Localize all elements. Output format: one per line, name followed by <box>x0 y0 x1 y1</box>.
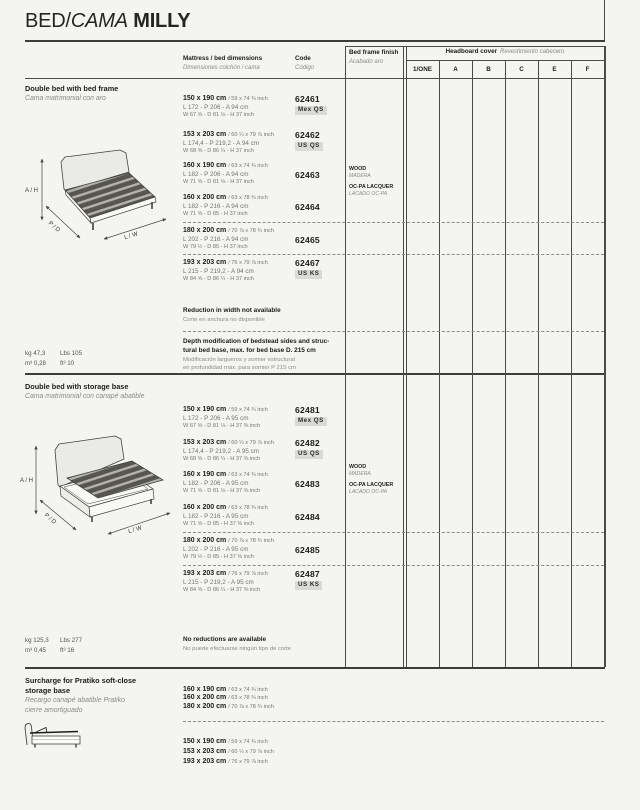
market-badge: US KS <box>295 270 322 279</box>
size-inch: / 70 ⅞ x 78 ¾ inch <box>228 538 274 544</box>
title-product-name: MILLY <box>133 10 191 32</box>
market-badge: US KS <box>295 581 322 590</box>
height-label: A / H <box>25 188 39 194</box>
storage-bed-side-illustration <box>20 718 92 754</box>
size-inch: / 63 x 78 ¾ inch <box>228 195 268 201</box>
frame-dims-inch: W 79 ½ - D 85 - H 37 ⅜ inch <box>183 553 254 560</box>
size-inch: / 59 x 74 ¾ inch <box>228 407 268 413</box>
frame-dims-inch: W 67 ⅝ - D 81 ⅛ - H 37 inch <box>183 111 254 118</box>
size-inch: / 63 x 78 ¾ inch <box>228 505 268 511</box>
headboard-col-a: A <box>453 66 458 73</box>
grid-line <box>403 46 404 667</box>
finish-wood-en: WOOD <box>349 166 367 172</box>
size-inch: / 63 x 74 ¾ inch <box>228 163 268 169</box>
dimension-row <box>183 471 268 494</box>
frame-dims-cm: L 182 - P 216 - A 95 cm <box>183 512 249 520</box>
reduction-note-es: Corte en anchura no disponible <box>183 316 265 323</box>
product-code: 62461 <box>295 94 320 104</box>
frame-dims-inch: W 84 ⅝ - D 86 ¼ - H 37 inch <box>183 275 254 282</box>
size-inch: / 76 x 79 ⅞ inch <box>228 758 268 765</box>
frame-dims-cm: L 172 - P 206 - A 94 cm <box>183 103 249 111</box>
surcharge-size-row <box>183 748 274 756</box>
size-inch: / 63 x 78 ¾ inch <box>228 695 268 701</box>
size-cm: 180 x 200 cm <box>183 702 227 710</box>
height-label: A / H <box>20 478 34 484</box>
size-cm: 150 x 190 cm <box>183 737 227 745</box>
header-code-en: Code <box>295 55 311 62</box>
size-cm: 193 x 203 cm <box>183 259 227 266</box>
surcharge-size-row <box>183 694 268 702</box>
dimension-row <box>183 162 268 185</box>
frame-dims-inch: W 79 ½ - D 85 - H 37 inch <box>183 243 248 250</box>
size-cm: 153 x 203 cm <box>183 439 227 446</box>
size-cm: 193 x 203 cm <box>183 757 227 765</box>
depth-note-es-line1: Modificación largueros y somier estructural <box>183 356 295 363</box>
frame-dims-inch: W 71 ⅝ - D 81 ⅛ - H 37 inch <box>183 178 254 185</box>
dashed-divider <box>183 721 604 722</box>
dashed-divider <box>183 532 604 533</box>
grid-line <box>345 46 605 47</box>
product-code: 62482 <box>295 438 320 448</box>
size-cm: 180 x 200 cm <box>183 537 227 544</box>
depth-note-es-line2: en profundidad máx. para somier P 215 cm <box>183 365 296 371</box>
frame-dims-inch: W 71 ⅝ - D 81 ⅛ - H 37 ⅜ inch <box>183 487 261 494</box>
product-code: 62463 <box>295 170 320 180</box>
frame-dims-cm: L 174,4 - P 219,2 - A 94 cm <box>183 139 259 147</box>
header-dimensions-es: Dimensiones colchón / cama <box>183 65 260 71</box>
dashed-divider <box>183 222 604 223</box>
header-finish-en: Bed frame finish <box>349 49 399 56</box>
market-badge: Mex QS <box>295 417 327 426</box>
dimension-row <box>183 537 274 560</box>
headboard-col-e: E <box>552 66 557 73</box>
grid-line <box>345 46 346 667</box>
volume-m3: m³ 0,28 <box>25 360 46 367</box>
size-inch: / 63 x 74 ¾ inch <box>228 472 268 478</box>
product-code: 62484 <box>295 512 320 522</box>
surcharge-title-es-line1: Recargo canapé abatible Pratiko <box>25 697 125 704</box>
surcharge-title-en-line1: Surcharge for Pratiko soft-close <box>25 676 137 685</box>
finish-lacquer-es: LACADO OC-PA <box>349 191 388 198</box>
size-inch: / 63 x 74 ¾ inch <box>228 686 268 693</box>
finish-lacquer-en: OC-PA LACQUER <box>349 184 394 191</box>
surcharge-size-row <box>183 703 274 711</box>
section2-title-es: Cama matrimonial con canapé abatible <box>25 392 145 400</box>
frame-dims-cm: L 202 - P 216 - A 95 cm <box>183 545 249 553</box>
frame-dims-cm: L 172 - P 206 - A 95 cm <box>183 414 249 422</box>
bed-frame-finish-block <box>349 166 393 198</box>
finish-wood-es: MADERA <box>349 470 371 477</box>
surcharge-title-es-line2: cierre amortiguado <box>25 706 83 714</box>
market-badge: Mex QS <box>295 106 327 115</box>
size-cm: 150 x 190 cm <box>183 95 227 102</box>
frame-dims-cm: L 215 - P 219,2 - A 95 cm <box>183 578 254 586</box>
size-inch: / 59 x 74 ¾ inch <box>228 738 268 745</box>
depth-label: P / D <box>42 512 57 526</box>
product-code: 62481 <box>295 405 320 415</box>
grid-line <box>439 60 440 667</box>
grid-line <box>538 60 539 667</box>
frame-dims-cm: L 202 - P 216 - A 94 cm <box>183 235 249 243</box>
headboard-col-one: 1/ONE <box>413 66 432 73</box>
page-border-line <box>604 0 605 40</box>
dashed-divider <box>183 331 604 332</box>
size-cm: 160 x 190 cm <box>183 471 227 478</box>
surcharge-size-row <box>183 758 268 766</box>
double-bed-storage-illustration <box>20 428 180 540</box>
storage-base-side <box>32 736 80 744</box>
no-reduction-note-es: No puede efectuarse ningún tipo de corte <box>183 645 292 652</box>
grid-line <box>472 60 473 667</box>
dimension-row <box>183 131 274 154</box>
size-inch: / 60 ¼ x 79 ⅞ inch <box>228 748 274 755</box>
finish-lacquer-en: OC-PA LACQUER <box>349 482 394 489</box>
frame-dims-inch: W 68 ⅝ - D 86 ¼ - H 37 inch <box>183 147 254 154</box>
dimension-row <box>183 439 274 462</box>
frame-dims-cm: L 174,4 - P 219,2 - A 95 cm <box>183 447 259 455</box>
dimension-row <box>183 95 268 118</box>
size-inch: / 76 x 79 ⅞ inch <box>228 571 268 577</box>
title-cama: CAMA <box>70 10 128 32</box>
title-bed: BED/ <box>25 10 71 32</box>
grid-line <box>604 46 606 667</box>
dashed-divider <box>183 565 604 566</box>
surcharge-size-row <box>183 686 268 694</box>
dimension-row <box>183 406 268 429</box>
title-underline <box>25 40 605 42</box>
product-code: 62485 <box>295 545 320 555</box>
header-code-es: Código <box>295 65 315 71</box>
section-divider <box>25 667 605 669</box>
no-reduction-note-en: No reductions are available <box>183 636 267 643</box>
frame-dims-cm: L 215 - P 219,2 - A 94 cm <box>183 267 254 275</box>
weight-lbs: Lbs 277 <box>60 637 83 644</box>
section-divider <box>25 373 605 375</box>
dimension-row <box>183 504 268 527</box>
section1-title-en: Double bed with bed frame <box>25 84 119 93</box>
size-inch: / 60 ¼ x 79 ⅞ inch <box>228 132 274 138</box>
dimension-row <box>183 259 268 282</box>
frame-dims-inch: W 71 ⅝ - D 85 - H 37 ⅜ inch <box>183 520 254 527</box>
size-cm: 150 x 190 cm <box>183 406 227 413</box>
width-label: L / W <box>123 231 139 241</box>
finish-wood-en: WOOD <box>349 464 367 470</box>
size-cm: 160 x 190 cm <box>183 162 227 169</box>
volume-ft3: ft³ 10 <box>60 360 75 367</box>
size-cm: 153 x 203 cm <box>183 131 227 138</box>
section1-title-es: Cama matrimonial con aro <box>25 94 106 102</box>
market-badge: US QS <box>295 450 323 459</box>
weight-lbs: Lbs 105 <box>60 350 83 357</box>
depth-note-en-line1: Depth modification of bedstead sides and struc- <box>183 338 330 345</box>
market-badge: US QS <box>295 142 323 151</box>
size-cm: 160 x 200 cm <box>183 694 227 701</box>
product-code: 62487 <box>295 569 320 579</box>
size-inch: / 60 ¼ x 79 ⅞ inch <box>228 440 274 446</box>
weight-kg: kg 47,3 <box>25 350 46 357</box>
dimension-row <box>183 570 268 593</box>
bed-frame-finish-block <box>349 464 393 496</box>
header-finish-es: Acabado aro <box>349 59 384 65</box>
volume-m3: m³ 0,45 <box>25 647 46 654</box>
section2-title-en: Double bed with storage base <box>25 382 129 391</box>
depth-label: P / D <box>46 220 61 234</box>
size-cm: 193 x 203 cm <box>183 570 227 577</box>
header-headboard-en: Headboard cover <box>445 48 498 55</box>
frame-dims-cm: L 182 - P 206 - A 95 cm <box>183 479 249 487</box>
depth-note-en-line2: tural bed base, max. for bed base D. 215 cm <box>183 347 316 354</box>
size-cm: 160 x 200 cm <box>183 194 227 201</box>
size-cm: 160 x 200 cm <box>183 504 227 511</box>
size-cm: 180 x 200 cm <box>183 227 227 234</box>
dimension-row <box>183 194 268 217</box>
page-title <box>25 9 190 33</box>
reduction-note-en: Reduction in width not available <box>183 307 281 314</box>
frame-dims-cm: L 182 - P 206 - A 94 cm <box>183 170 249 178</box>
grid-line <box>406 46 407 667</box>
frame-dims-inch: W 67 ⅝ - D 81 ⅛ - H 37 ⅜ inch <box>183 422 261 429</box>
header-headboard-cover <box>406 49 604 55</box>
finish-lacquer-es: LACADO OC-PA <box>349 489 388 496</box>
volume-ft3: ft³ 16 <box>60 647 75 654</box>
size-cm: 153 x 203 cm <box>183 747 227 755</box>
product-code: 62462 <box>295 130 320 140</box>
header-headboard-es: Revestimiento cabecero <box>500 49 565 55</box>
size-inch: / 70 ⅞ x 78 ¾ inch <box>228 703 274 710</box>
product-code: 62483 <box>295 479 320 489</box>
grid-line <box>25 78 605 79</box>
size-inch: / 70 ⅞ x 78 ¾ inch <box>228 228 274 234</box>
surcharge-size-row <box>183 738 268 746</box>
frame-dims-inch: W 68 ⅝ - D 86 ¼ - H 37 ⅜ inch <box>183 455 261 462</box>
frame-dims-inch: W 84 ⅝ - D 86 ¼ - H 37 ⅜ inch <box>183 586 261 593</box>
product-code: 62467 <box>295 258 320 268</box>
double-bed-frame-illustration <box>24 146 174 241</box>
size-cm: 160 x 190 cm <box>183 685 227 693</box>
grid-line <box>571 60 572 667</box>
product-code: 62465 <box>295 235 320 245</box>
surcharge-title-en-line2: storage base <box>25 685 71 695</box>
dimension-row <box>183 227 274 250</box>
dashed-divider <box>183 254 604 255</box>
width-label: L / W <box>127 525 143 536</box>
headboard-col-b: B <box>486 66 491 73</box>
finish-wood-es: MADERA <box>349 172 371 179</box>
grid-line <box>505 60 506 667</box>
frame-dims-inch: W 71 ⅝ - D 85 - H 37 inch <box>183 210 248 217</box>
weight-kg: kg 125,3 <box>25 637 49 644</box>
product-code: 62464 <box>295 202 320 212</box>
size-inch: / 59 x 74 ¾ inch <box>228 96 268 102</box>
size-inch: / 76 x 79 ⅞ inch <box>228 260 268 266</box>
headboard-col-c: C <box>519 66 524 73</box>
header-dimensions-en: Mattress / bed dimensions <box>183 55 263 62</box>
frame-dims-cm: L 182 - P 216 - A 94 cm <box>183 202 249 210</box>
headboard-col-f: F <box>585 66 590 73</box>
